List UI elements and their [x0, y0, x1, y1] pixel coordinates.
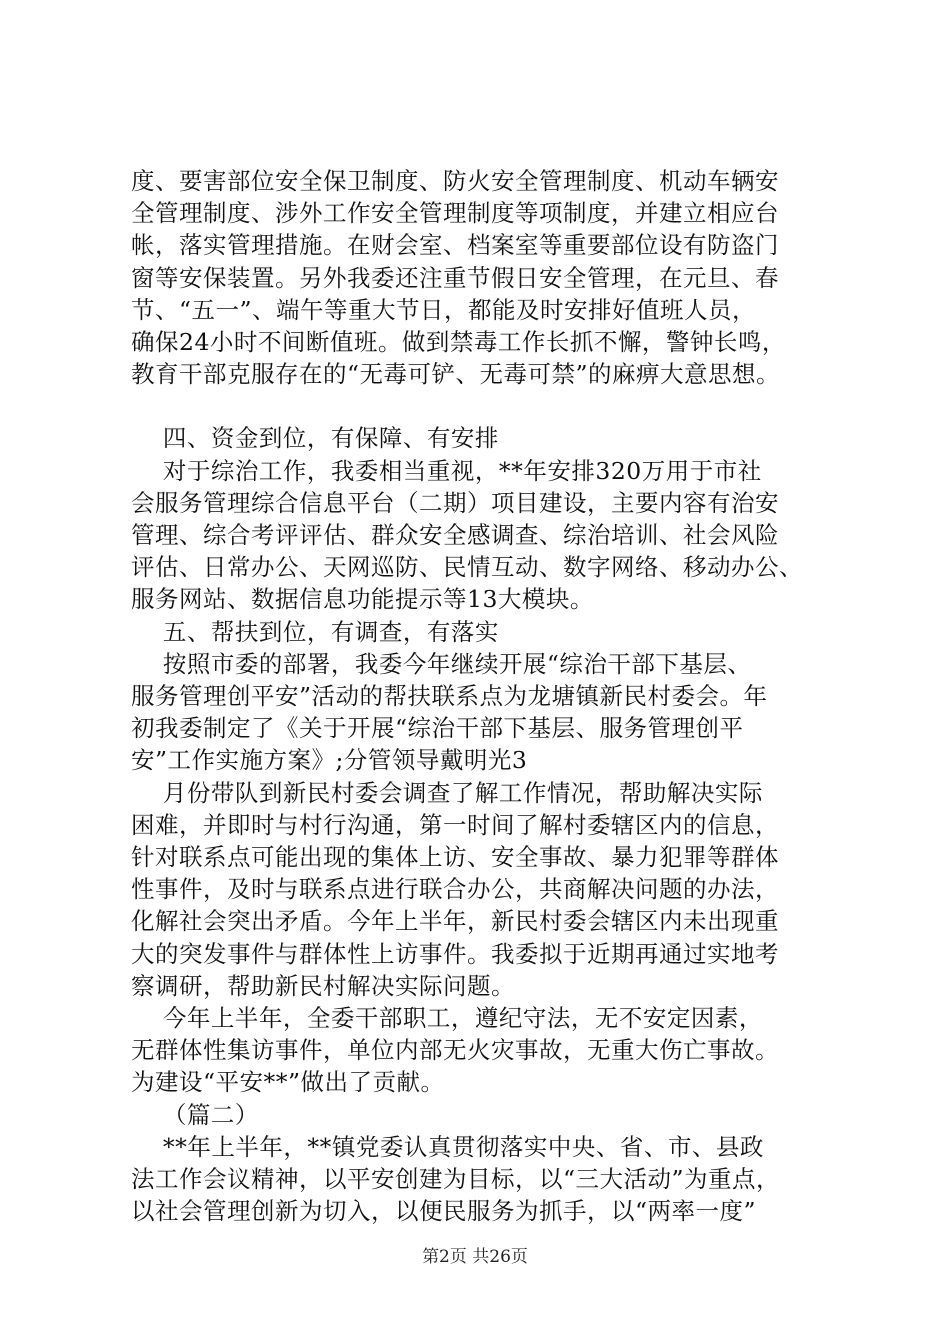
- text-line: 困难，并即时与村行沟通，第一时间了解村委辖区内的信息，: [131, 811, 779, 839]
- text-line: 服务管理创平安”活动的帮扶联系点为龙塘镇新民村委会。年: [131, 682, 768, 710]
- text-line: 帐，落实管理措施。在财会室、档案室等重要部位设有防盗门: [131, 231, 779, 259]
- text-line: 法工作会议精神，以平安创建为目标，以“三大活动”为重点，: [131, 1165, 781, 1193]
- text-line: 服务网站、数据信息功能提示等13大模块。: [131, 585, 594, 613]
- text-line: 化解社会突出矛盾。今年上半年，新民村委会辖区内未出现重: [131, 907, 779, 935]
- text-line: 教育干部克服存在的“无毒可铲、无毒可禁”的麻痹大意思想。: [131, 360, 781, 388]
- text-line: 窗等安保装置。另外我委还注重节假日安全管理，在元旦、春: [131, 264, 779, 292]
- text-line: 初我委制定了《关于开展“综治干部下基层、服务管理创平: [131, 714, 744, 742]
- text-line: 对于综治工作，我委相当重视，**年安排320万用于市社: [131, 457, 762, 485]
- section-heading: 五、帮扶到位，有调查，有落实: [131, 618, 499, 646]
- text-line: **年上半年，**镇党委认真贯彻落实中央、省、市、县政: [131, 1133, 764, 1161]
- text-line: 节、“五一”、端午等重大节日，都能及时安排好值班人员，: [131, 296, 757, 324]
- text-line: 为建设“平安**”做出了贡献。: [131, 1068, 445, 1096]
- text-line: 按照市委的部署，我委今年继续开展“综治干部下基层、: [131, 650, 752, 678]
- section-heading: （篇二）: [131, 1101, 259, 1129]
- text-line: 全管理制度、涉外工作安全管理制度等项制度，并建立相应台: [131, 199, 779, 227]
- section-heading: 四、资金到位，有保障、有安排: [131, 424, 499, 452]
- page-footer: 第2页 共26页: [422, 1247, 528, 1267]
- text-line: 今年上半年，全委干部职工，遵纪守法，无不安定因素，: [131, 1004, 763, 1032]
- text-line: 察调研，帮助新民村解决实际问题。: [131, 972, 515, 1000]
- text-line: 针对联系点可能出现的集体上访、安全事故、暴力犯罪等群体: [131, 843, 779, 871]
- text-line: 大的突发事件与群体性上访事件。我委拟于近期再通过实地考: [131, 940, 779, 968]
- text-line: 以社会管理创新为切入，以便民服务为抓手，以“两率一度”: [131, 1197, 757, 1225]
- text-line: 度、要害部位安全保卫制度、防火安全管理制度、机动车辆安: [131, 167, 779, 195]
- text-line: 月份带队到新民村委会调查了解工作情况，帮助解决实际: [131, 779, 763, 807]
- text-line: 评估、日常办公、天网巡防、民情互动、数字网络、移动办公、: [131, 553, 803, 581]
- text-line: 确保24小时不间断值班。做到禁毒工作长抓不懈，警钟长鸣，: [131, 328, 786, 356]
- text-line: 性事件，及时与联系点进行联合办公，共商解决问题的办法，: [131, 875, 779, 903]
- text-line: 安”工作实施方案》;分管领导戴明光3: [131, 746, 528, 774]
- text-line: 会服务管理综合信息平台（二期）项目建设，主要内容有治安: [131, 489, 779, 517]
- text-line: 管理、综合考评评估、群众安全感调查、综治培训、社会风险: [131, 521, 779, 549]
- text-line: 无群体性集访事件，单位内部无火灾事故，无重大伤亡事故。: [131, 1036, 779, 1064]
